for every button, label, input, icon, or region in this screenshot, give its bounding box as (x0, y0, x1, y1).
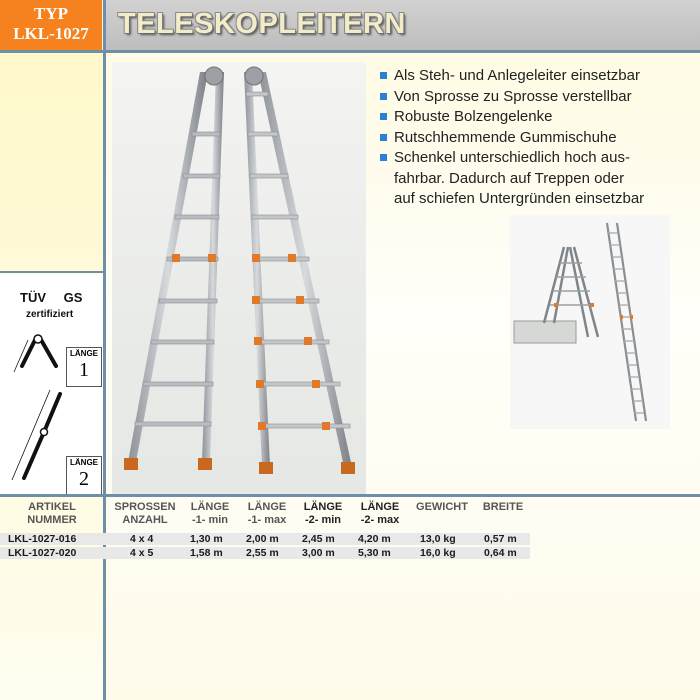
page-title: TELESKOPLEITERN (118, 8, 406, 40)
bullet-square-icon (380, 113, 387, 120)
certified-label: zertifiziert (26, 309, 74, 320)
model-number: LKL-1027 (13, 24, 89, 43)
col-header-rungs: SPROSSEN ANZAHL (114, 501, 176, 526)
cell-len2-min: 3,00 m (302, 547, 335, 559)
feature-text: Schenkel unterschiedlich hoch aus- (394, 149, 630, 166)
feature-text: Rutschhemmende Gummischuhe (394, 128, 617, 146)
type-label: TYP (34, 4, 68, 23)
cell-len2-min: 2,45 m (302, 533, 335, 545)
feature-list (380, 66, 690, 210)
feature-item-continued (380, 169, 690, 190)
cell-article: LKL-1027-016 (8, 533, 77, 545)
a-frame-ladder-image (112, 62, 366, 494)
cell-width: 0,57 m (484, 533, 517, 545)
feature-item-continued (380, 189, 690, 210)
cell-weight: 16,0 kg (420, 547, 456, 559)
col-header-len2-max: LÄNGE -2- max (360, 501, 400, 526)
length-1-label: LÄNGE (70, 349, 98, 358)
cell-len1-max: 2,00 m (246, 533, 279, 545)
length-1-label-box (66, 347, 102, 387)
feature-item (380, 107, 690, 128)
col-header-width: BREITE (482, 501, 524, 513)
length-2-label: LÄNGE (70, 458, 98, 467)
vertical-divider (103, 0, 106, 700)
length-2-label-box (66, 456, 102, 496)
cell-len1-min: 1,58 m (190, 547, 223, 559)
cell-article: LKL-1027-020 (8, 547, 77, 559)
ladder-usage-image (510, 215, 670, 429)
cell-rungs: 4 x 5 (130, 547, 154, 559)
type-badge (0, 0, 102, 50)
length-diagram-icon (8, 328, 72, 488)
feature-text: Von Sprosse zu Sprosse verstellbar (394, 87, 632, 105)
length-1-number: 1 (79, 359, 89, 381)
table-divider (0, 494, 700, 497)
bullet-square-icon (380, 72, 387, 79)
bullet-square-icon (380, 154, 387, 161)
tuv-gs-mark: TÜV GS (20, 290, 83, 305)
cell-len1-min: 1,30 m (190, 533, 223, 545)
certification-divider (0, 271, 103, 273)
cell-len2-max: 4,20 m (358, 533, 391, 545)
length-2-number: 2 (79, 468, 89, 490)
product-photo (112, 62, 366, 494)
feature-text: Als Steh- und Anlegeleiter einsetzbar (394, 67, 640, 84)
col-header-weight: GEWICHT (416, 501, 468, 513)
feature-item (380, 66, 690, 87)
header-divider (0, 50, 700, 53)
cell-rungs: 4 x 4 (130, 533, 154, 545)
feature-text: Robuste Bolzengelenke (394, 108, 553, 125)
col-header-len1-max: LÄNGE -1- max (247, 501, 287, 526)
col-header-len2-min: LÄNGE -2- min (303, 501, 343, 526)
col-header-article: ARTIKEL NUMMER (27, 501, 77, 526)
bullet-square-icon (380, 93, 387, 100)
feature-text: auf schiefen Untergründen einsetzbar (394, 190, 645, 207)
bullet-square-icon (380, 134, 387, 141)
cell-len1-max: 2,55 m (246, 547, 279, 559)
usage-photo (510, 215, 670, 429)
cell-len2-max: 5,30 m (358, 547, 391, 559)
col-header-len1-min: LÄNGE -1- min (190, 501, 230, 526)
feature-item (380, 148, 690, 169)
feature-item (380, 128, 690, 149)
cell-width: 0,64 m (484, 547, 517, 559)
cell-weight: 13,0 kg (420, 533, 456, 545)
feature-text: fahrbar. Dadurch auf Treppen oder (394, 169, 625, 187)
feature-item (380, 87, 690, 108)
